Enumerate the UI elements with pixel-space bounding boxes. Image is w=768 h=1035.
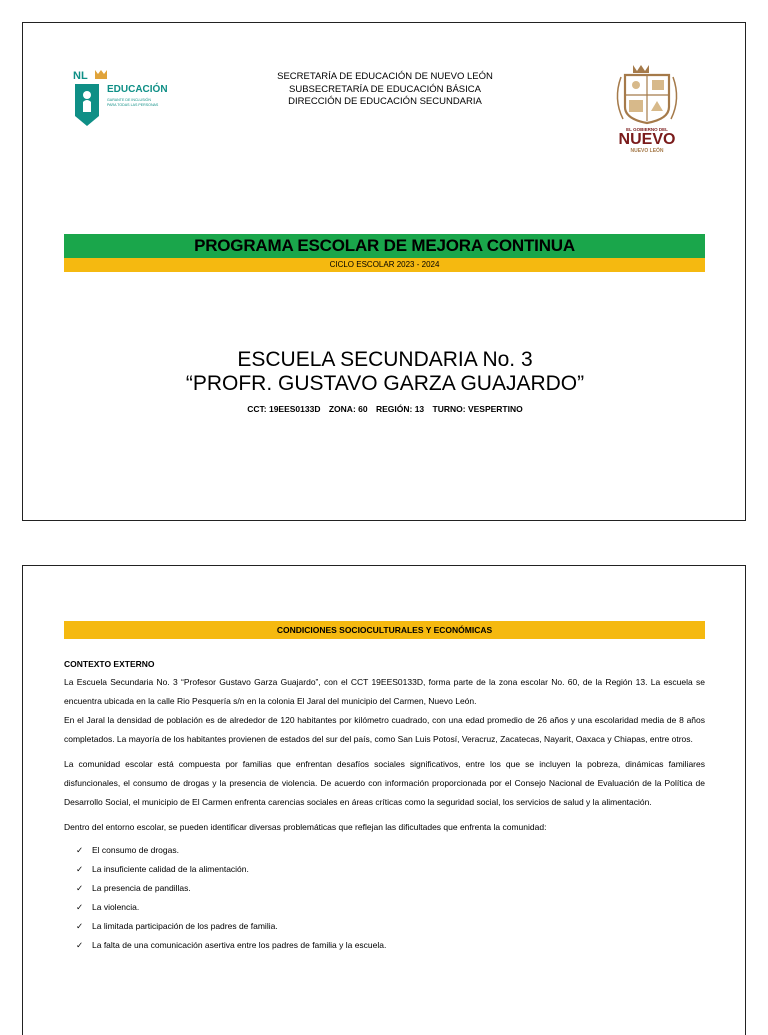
- list-item: [76, 860, 705, 879]
- check-icon: ✓: [76, 883, 84, 893]
- header-line-3: DIRECCIÓN DE EDUCACIÓN SECUNDARIA: [288, 96, 482, 107]
- logo-title-text: EDUCACIÓN: [107, 84, 168, 95]
- school-name: ESCUELA SECUNDARIA No. 3: [237, 348, 533, 371]
- cover-page: [22, 22, 746, 521]
- list-item: [76, 841, 705, 860]
- region: REGIÓN: 13: [375, 404, 425, 414]
- check-icon: ✓: [76, 864, 84, 874]
- list-item-text: La presencia de pandillas.: [92, 883, 191, 893]
- paragraph-4: Dentro del entorno escolar, se pueden identificar diversas problemáticas que reflejan las dificultades que enfrenta la comunidad:: [64, 822, 547, 832]
- context-content: [64, 656, 705, 955]
- cct-code: CCT: 19EES0133D: [247, 404, 321, 414]
- logo-tagline-1: GARANTE DE INCLUSIÓN: [107, 98, 151, 102]
- context-page: [22, 565, 746, 1035]
- logo-gov-line2: NUEVO: [618, 131, 676, 148]
- context-heading: CONTEXTO EXTERNO: [64, 659, 155, 669]
- list-item-text: El consumo de drogas.: [92, 845, 179, 855]
- list-item-text: La falta de una comunicación asertiva entre los padres de familia y la escuela.: [92, 940, 387, 950]
- header-line-1: SECRETARÍA DE EDUCACIÓN DE NUEVO LEÓN: [277, 71, 493, 82]
- logo-gov-line1: EL GOBIERNO DEL: [626, 127, 668, 132]
- list-item: [76, 917, 705, 936]
- paragraph-3: La comunidad escolar está compuesta por familias que enfrentan desafíos sociales significativos, entre los que se incluyen la pobreza, dinámicas familiares disfuncionales, el consumo de drogas y la presencia de violencia. De acuerdo con información proporcionada por el Consejo Nacional de Evaluación de la Política de Desarrollo Social, el municipio de El Carmen enfrenta carencias sociales en áreas críticas como la seguridad social, los servicios de salud y la alimentación.: [64, 759, 705, 807]
- list-item: [76, 879, 705, 898]
- list-item-text: La violencia.: [92, 902, 140, 912]
- gobierno-nuevo-leon-logo: [607, 63, 703, 155]
- turno: TURNO: VESPERTINO: [432, 404, 523, 414]
- list-item: [76, 936, 705, 955]
- problems-list: [64, 841, 705, 955]
- check-icon: ✓: [76, 845, 84, 855]
- check-icon: ✓: [76, 902, 84, 912]
- paragraph-2: En el Jaral la densidad de población es de alrededor de 120 habitantes por kilómetro cuadrado, con una edad promedio de 26 años y una escolaridad media de 8 años completados. La mayoría de los habitantes provienen de estados del sur del país, como San Luis Potosí, Veracruz, Zacatecas, Nayarit, Oaxaca y Chiapas, entre otros.: [64, 715, 705, 744]
- header-line-2: SUBSECRETARÍA DE EDUCACIÓN BÁSICA: [289, 83, 481, 95]
- check-icon: ✓: [76, 940, 84, 950]
- list-item-text: La limitada participación de los padres de familia.: [92, 921, 278, 931]
- list-item-text: La insuficiente calidad de la alimentación.: [92, 864, 249, 874]
- school-identifiers: [23, 404, 747, 414]
- school-cycle: CICLO ESCOLAR 2023 - 2024: [64, 258, 705, 272]
- zona: ZONA: 60: [328, 404, 368, 414]
- logo-gov-line3: NUEVO LEÓN: [630, 148, 664, 154]
- school-subtitle: “PROFR. GUSTAVO GARZA GUAJARDO”: [185, 372, 585, 395]
- paragraph-1: La Escuela Secundaria No. 3 “Profesor Gustavo Garza Guajardo”, con el CCT 19EES0133D, forma parte de la zona escolar No. 60, de la Región 13. La escuela se encuentra ubicada en la calle Rio Pesquería s/n en la colonia El Jaral del municipio del Carmen, Nuevo León.: [64, 677, 705, 706]
- check-icon: ✓: [76, 921, 84, 931]
- section-title: CONDICIONES SOCIOCULTURALES Y ECONÓMICAS: [64, 621, 705, 639]
- list-item: [76, 898, 705, 917]
- logo-tagline-2: PARA TODAS LAS PERSONAS: [107, 103, 159, 107]
- logo-brand-text: NL: [73, 70, 88, 82]
- program-title: PROGRAMA ESCOLAR DE MEJORA CONTINUA: [64, 234, 705, 258]
